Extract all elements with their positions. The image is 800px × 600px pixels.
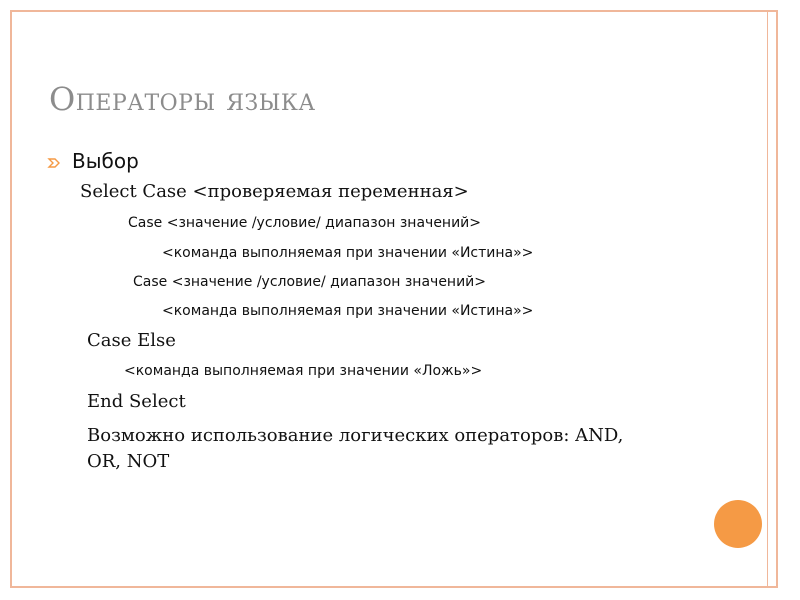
end-select-line: End Select [87,391,186,412]
case-line-2: Case <значение /условие/ диапазон значений> [133,274,487,290]
hollow-diamond-bullet-icon [47,156,61,170]
case-else-line: Case Else [87,330,176,351]
decorative-orange-circle [714,500,762,548]
logical-operators-line-1: Возможно использование логических операторов: AND, [87,425,624,446]
bullet-text-choice: Выбор [72,149,139,173]
case-line-1: Case <значение /условие/ диапазон значений> [128,215,482,231]
command-true-line-1: <команда выполняемая при значении «Истина»> [162,245,534,261]
slide-title: Операторы языка [49,80,316,118]
select-case-line: Select Case <проверяемая переменная> [80,181,469,202]
command-false-line: <команда выполняемая при значении «Ложь»> [124,363,483,379]
logical-operators-line-2: OR, NOT [87,451,170,472]
slide-frame-edge [767,10,778,588]
command-true-line-2: <команда выполняемая при значении «Истина»> [162,303,534,319]
